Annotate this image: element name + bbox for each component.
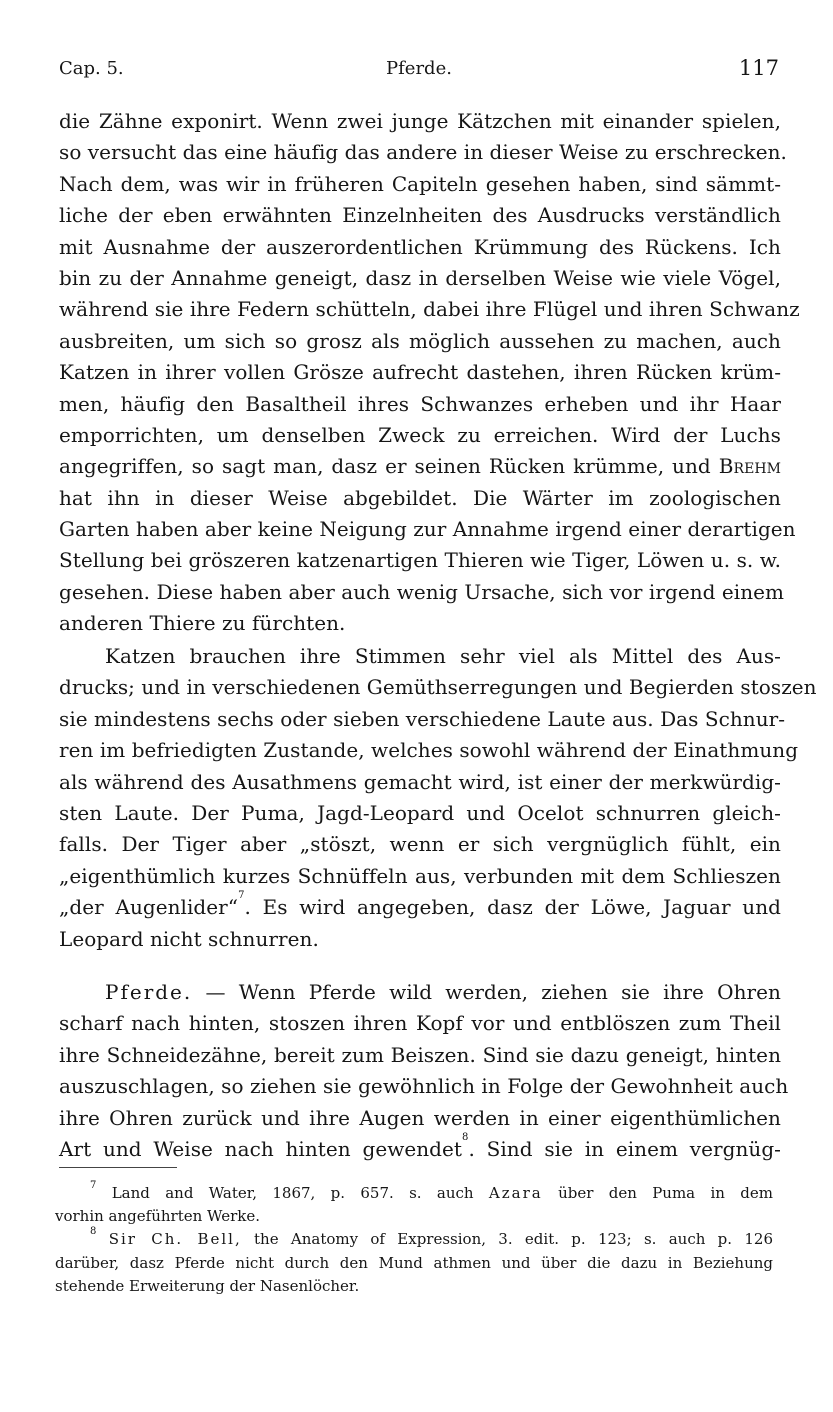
footnote-8-continued: stehende Erweiterung der Nasenlöcher. (55, 1276, 360, 1295)
footnote-marker: 7 (238, 890, 245, 902)
text-line: ren im befriedigten Zustande, welches sowohl während der Einathmung (59, 738, 799, 763)
text-segment: the Anatomy of Expression, 3. edit. p. 123; s. auch p. 126 (254, 1230, 773, 1249)
text-line: ihre Schneidezähne, bereit zum Beiszen. Sind sie dazu geneigt, hinten (59, 1042, 781, 1067)
text-line: falls. Der Tiger aber „stöszt, wenn er sich vergnüglich fühlt, ein (59, 832, 781, 857)
author-name: Sir Ch. Bell, (108, 1230, 242, 1249)
text-line: men, häufig den Basaltheil ihres Schwanzes erheben und ihr Haar (59, 391, 781, 416)
text-line: Nach dem, was wir in früheren Capiteln gesehen haben, sind sämmt- (59, 171, 781, 196)
author-name: Brehm (718, 454, 781, 479)
footnote-number: 7 (90, 1180, 97, 1191)
author-name: Azara (488, 1184, 543, 1202)
text-line: „der Augenlider“$^7$. Es wird angegeben, dasz der Löwe, Jaguar und (59, 890, 781, 920)
text-segment: Land and Water, 1867, p. 657. s. auch (111, 1184, 474, 1202)
text-line: Leopard nicht schnurren. (59, 926, 319, 951)
footnote-7 (55, 1182, 773, 1205)
text-line: Katzen brauchen ihre Stimmen sehr viel als Mittel des Aus- (105, 644, 781, 668)
text-line: liche der eben erwähnten Einzelnheiten des Ausdrucks verständlich (59, 203, 781, 228)
text-line: bin zu der Annahme geneigt, dasz in derselben Weise wie viele Vögel, (59, 265, 781, 290)
footnote-8-continued: darüber, dasz Pferde nicht durch den Mund athmen und über die dazu in Beziehung (55, 1253, 773, 1272)
text-segment: Es wird angegeben, dasz der Löwe, Jaguar und (262, 895, 781, 920)
text-segment: angegriffen, so sagt man, dasz er seinen Rücken krümme, und (59, 454, 711, 479)
footnote-8 (55, 1228, 773, 1251)
running-header (59, 58, 779, 84)
text-segment: „der Augenlider“ (59, 895, 239, 920)
footnote-marker: 8 (462, 1131, 469, 1143)
text-line: sie mindestens sechs oder sieben verschiedene Laute aus. Das Schnur- (59, 706, 786, 731)
text-line: hat ihn in dieser Weise abgebildet. Die Wärter im zoologischen (59, 485, 781, 510)
text-line (59, 1131, 781, 1165)
text-segment: Art und Weise nach hinten gewendet (59, 1136, 463, 1161)
text-line: als während des Ausathmens gemacht wird, ist einer der merkwürdig- (59, 769, 781, 794)
text-line: drucks; und in verschiedenen Gemüthserregungen und Begierden stoszen (59, 675, 817, 700)
text-line: emporrichten, um denselben Zweck zu erreichen. Wird der Luchs (59, 422, 781, 447)
text-line: ihre Ohren zurück und ihre Augen werden in einer eigenthümlichen (59, 1105, 781, 1130)
paragraph-cats-voice (59, 641, 817, 955)
text-segment: über den Puma in dem (558, 1184, 773, 1202)
chapter-label: Cap. 5. (59, 58, 124, 79)
running-title: Pferde. (386, 58, 452, 79)
footnotes (55, 1182, 773, 1298)
text-line: gesehen. Diese haben aber auch wenig Ursache, sich vor irgend einem (59, 579, 785, 604)
text-segment: . Sind sie in einem vergnüg- (468, 1136, 781, 1161)
paragraph-horses (59, 977, 789, 1165)
text-line: „eigenthümlich kurzes Schnüffeln aus, verbunden mit dem Schlieszen (59, 863, 781, 888)
text-line: mit Ausnahme der auszerordentlichen Krümmung des Rückens. Ich (59, 234, 781, 259)
text-line: auszuschlagen, so ziehen sie gewöhnlich in Folge der Gewohnheit auch (59, 1074, 789, 1099)
text-line: die Zähne exponirt. Wenn zwei junge Kätzchen mit einander spielen, (59, 109, 781, 133)
text-segment: — Wenn Pferde wild werden, ziehen sie ihre Ohren (205, 980, 781, 1004)
text-line (59, 451, 781, 482)
page-number: 117 (738, 56, 779, 80)
text-line: Garten haben aber keine Neigung zur Annahme irgend einer derartigen (59, 517, 796, 542)
text-line: ausbreiten, um sich so grosz als möglich aussehen zu machen, auch (59, 328, 781, 353)
text-line: sten Laute. Der Puma, Jagd-Leopard und Ocelot schnurren gleich- (59, 800, 781, 825)
footnote-7-continued: vorhin angeführten Werke. (55, 1207, 260, 1226)
footnote-divider (59, 1167, 177, 1168)
paragraph-cats-posture (59, 106, 800, 640)
section-heading: Pferde. (105, 980, 193, 1004)
text-line: während sie ihre Federn schütteln, dabei ihre Flügel und ihren Schwanz (59, 297, 800, 322)
text-line: so versucht das eine häufig das andere in dieser Weise zu erschrecken. (59, 140, 787, 165)
text-line: anderen Thiere zu fürchten. (59, 611, 346, 636)
text-line: Katzen in ihrer vollen Grösze aufrecht dastehen, ihren Rücken krüm- (59, 360, 781, 385)
footnote-number: 8 (90, 1226, 97, 1238)
text-line (59, 977, 781, 1008)
text-line: scharf nach hinten, stoszen ihren Kopf vor und entblöszen zum Theil (59, 1011, 781, 1036)
text-line: Stellung bei gröszeren katzenartigen Thieren wie Tiger, Löwen u. s. w. (59, 548, 781, 573)
